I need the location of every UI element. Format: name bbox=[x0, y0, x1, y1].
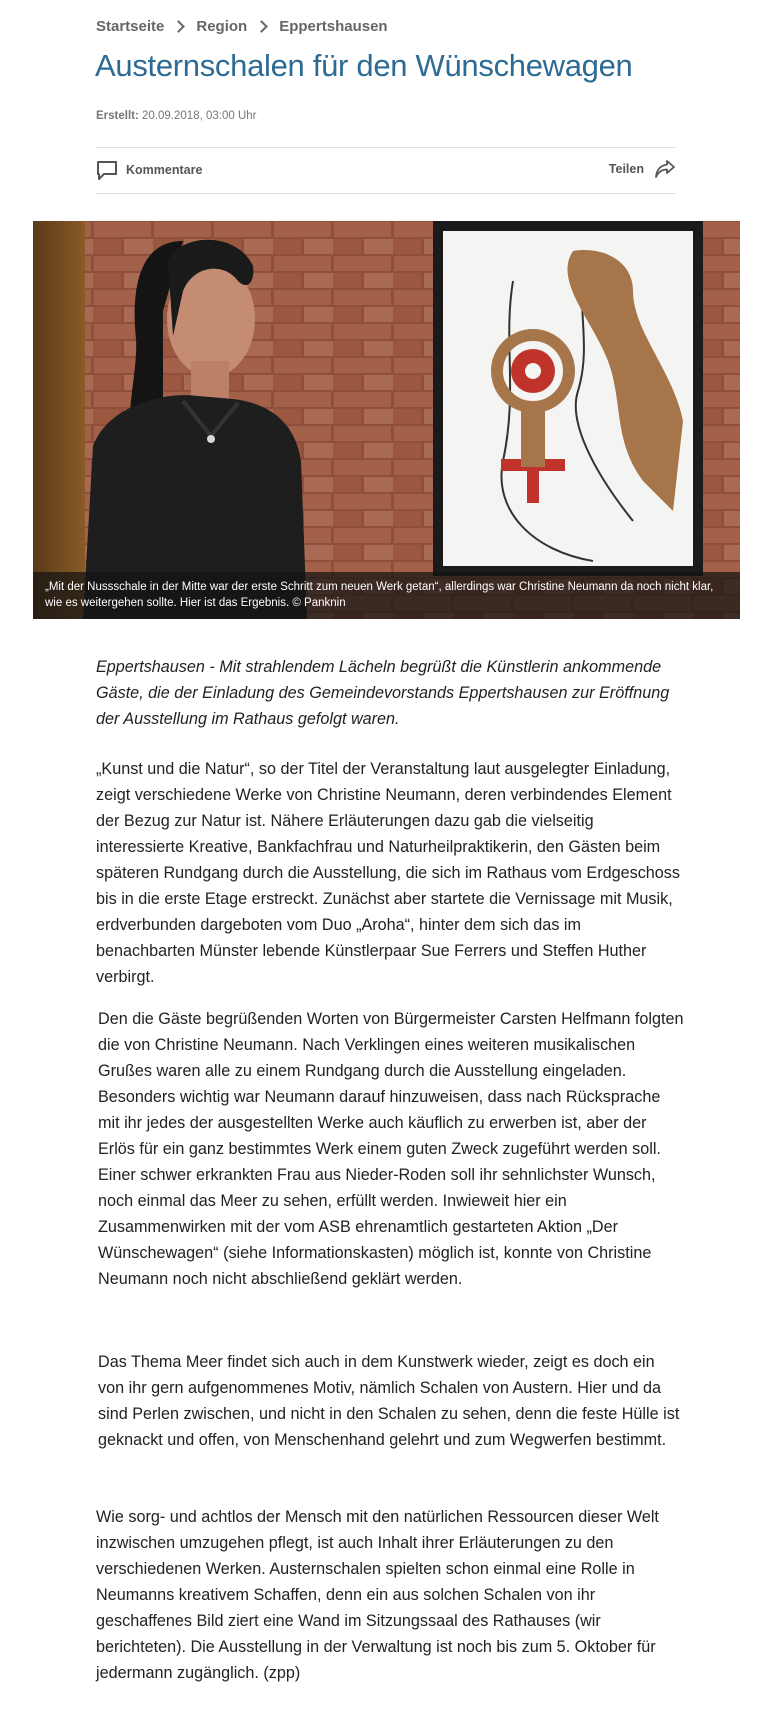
comments-label: Kommentare bbox=[126, 163, 203, 177]
speech-bubble-icon bbox=[96, 159, 118, 181]
image-caption: „Mit der Nussschale in der Mitte war der erste Schritt zum neuen Werk getan“, allerdings war Christine Neumann da noch nicht klar, wie es weitergehen sollte. Hier ist das Ergebnis. © Panknin bbox=[33, 572, 740, 619]
article-paragraph-2: Den die Gäste begrüßenden Worten von Bürgermeister Carsten Helfmann folgten die von Christine Neumann. Nach Verklingen eines weiteren musikalischen Grußes waren alle zu einem Rundgang durch die Ausstellung eingeladen. Besonders wichtig war Neumann darauf hinzuweisen, dass nach Rücksprache mit ihr jedes der ausgestellten Werke auch käuflich zu erwerben ist, aber der Erlös für ein ganz bestimmtes Werk einem guten Zweck zugeführt werden soll. Einer schwer erkrankten Frau aus Nieder-Roden soll ihr sehnlichster Wunsch, noch einmal das Meer zu sehen, erfüllt werden. Inwieweit hier ein Zusammenwirken mit der vom ASB ehrenamtlich gestarteten Aktion „Der Wünschewagen“ (siehe Informationskasten) möglich ist, konnte von Christine Neumann noch nicht abschließend geklärt werden. bbox=[98, 1010, 684, 1288]
artist-with-artwork-photo bbox=[33, 221, 740, 619]
share-button[interactable] bbox=[609, 158, 676, 180]
article-lead: Eppertshausen - Mit strahlendem Lächeln begrüßt die Künstlerin ankommende Gäste, die der Einladung des Gemeindevorstands Eppertshausen zur Eröffnung der Ausstellung im Rathaus gefolgt waren. bbox=[96, 658, 670, 728]
page-title: Austernschalen für den Wünschewagen bbox=[95, 48, 633, 83]
chevron-right-icon bbox=[255, 20, 268, 33]
publish-date-value: 20.09.2018, 03:00 Uhr bbox=[142, 110, 257, 122]
share-label: Teilen bbox=[608, 162, 644, 176]
breadcrumb-item-region[interactable]: Region bbox=[196, 18, 248, 35]
comments-button[interactable] bbox=[96, 159, 202, 181]
article-action-bar bbox=[96, 147, 676, 194]
article-paragraph-3: Das Thema Meer findet sich auch in dem Kunstwerk wieder, zeigt es doch ein von ihr gern aufgenommenes Motiv, nämlich Schalen von Austern. Hier und da sind Perlen zwischen, und nicht in den Schalen zu sehen, denn die feste Hülle ist geknackt und offen, von Menschenhand gelehrt und zum Wegwerfen bestimmt. bbox=[98, 1353, 680, 1449]
share-arrow-icon bbox=[654, 158, 676, 180]
chevron-right-icon bbox=[173, 20, 186, 33]
article-paragraph-1: „Kunst und die Natur“, so der Titel der Veranstaltung laut ausgelegter Einladung, zeigt verschiedene Werke von Christine Neumann, deren verbindendes Element der Bezug zur Natur ist. Nähere Erläuterungen dazu gab die vielseitig interessierte Kreative, Bankfachfrau und Naturheilpraktikerin, den Gästen beim späteren Rundgang durch die Ausstellung, die sich im Rathaus vom Erdgeschoss bis in die erste Etage erstreckt. Zunächst aber startete die Vernissage mit Musik, erdverbunden dargeboten vom Duo „Aroha“, hinter dem sich das im benachbarten Münster lebende Künstlerpaar Sue Ferrers und Steffen Huther verbirgt. bbox=[96, 760, 680, 986]
article-image bbox=[33, 221, 740, 619]
publish-date bbox=[96, 110, 256, 122]
breadcrumb-item-startseite[interactable]: Startseite bbox=[96, 18, 165, 35]
publish-date-label: Erstellt: bbox=[96, 110, 139, 122]
breadcrumb bbox=[96, 18, 388, 35]
breadcrumb-item-eppertshausen[interactable]: Eppertshausen bbox=[279, 18, 388, 35]
article-paragraph-4: Wie sorg- und achtlos der Mensch mit den natürlichen Ressourcen dieser Welt inzwischen umzugehen pflegt, ist auch Inhalt ihrer Erläuterungen zu den verschiedenen Werken. Austernschalen spielten schon einmal eine Rolle in Neumanns kreativem Schaffen, denn ein aus solchen Schalen von ihr geschaffenes Bild ziert eine Wand im Sitzungssaal des Rathauses (wir berichteten). Die Ausstellung in der Verwaltung ist noch bis zum 5. Oktober für jedermann zugänglich. (zpp) bbox=[96, 1508, 659, 1682]
